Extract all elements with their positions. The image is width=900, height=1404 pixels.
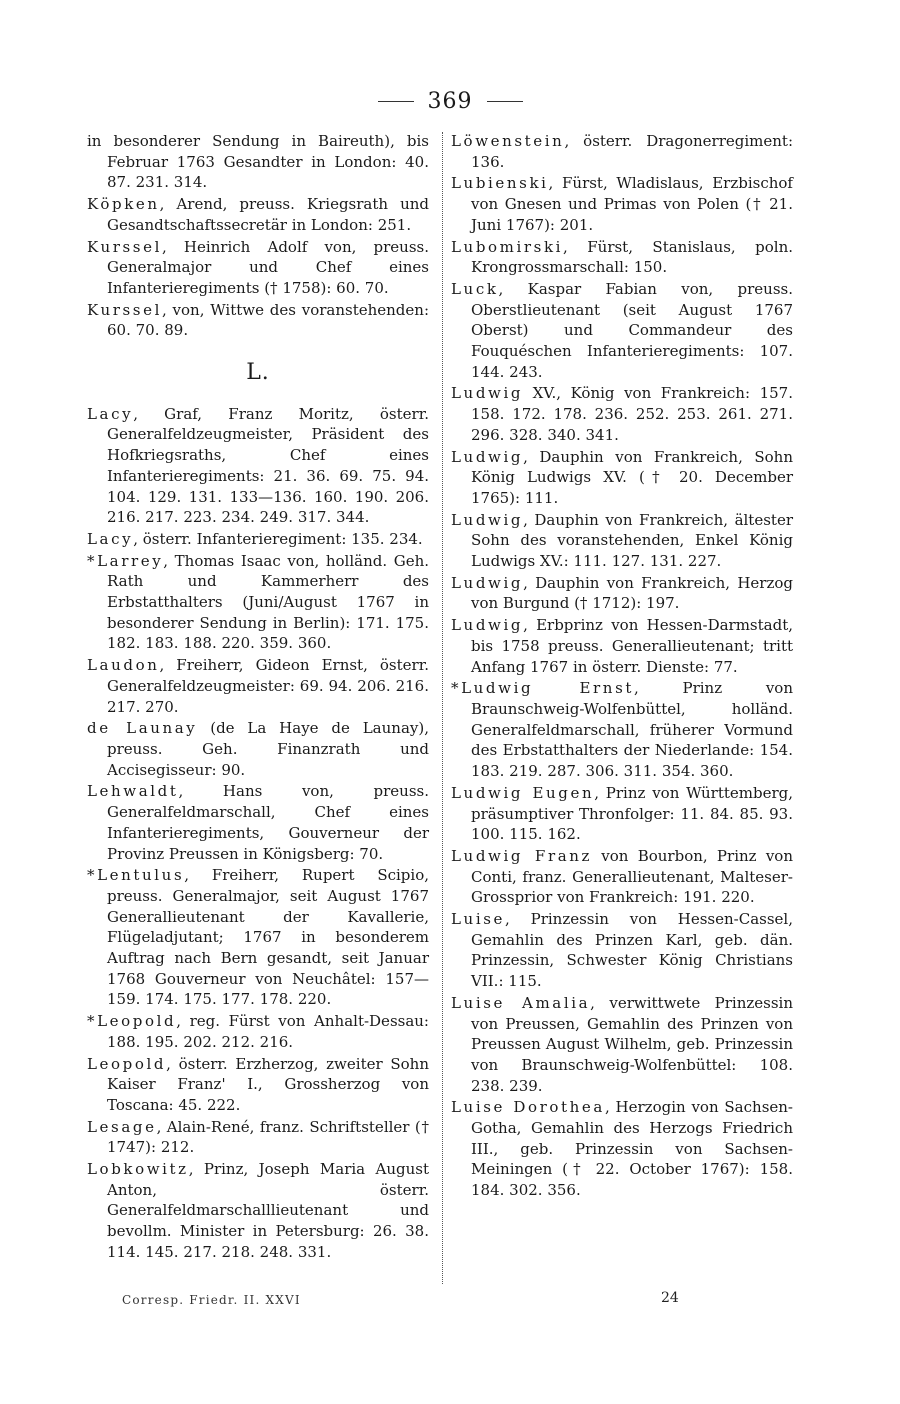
index-entry	[451, 573, 793, 614]
entry-text: , Kaspar Fabian von, preuss. Oberstlieutenant (seit August 1767 Oberst) und Commandeur des Fouquéschen Infanterieregiments: 107. 144. 243.	[471, 279, 793, 381]
page-header	[0, 86, 900, 116]
entry-text: , von, Wittwe des voranstehenden: 60. 70. 89.	[107, 300, 429, 340]
entry-name: Löwenstein	[451, 132, 565, 150]
index-entry	[87, 551, 429, 655]
left-entries-k	[87, 131, 429, 341]
footer-sheet-number: 24	[661, 1290, 679, 1306]
index-entry	[87, 237, 429, 299]
entry-name: Lacy	[87, 529, 134, 548]
entry-name: Lesage	[87, 1117, 157, 1136]
entry-name: Luck	[451, 279, 499, 298]
index-entry	[87, 865, 429, 1010]
entry-name: Kurssel	[87, 237, 162, 256]
entry-text: , reg. Fürst von Anhalt-Dessau: 188. 195. 202. 212. 216.	[107, 1012, 429, 1051]
index-entry	[451, 846, 793, 908]
entry-name: *Leopold	[87, 1012, 177, 1031]
entry-text: , Fürst, Stanislaus, poln. Krongrossmarschall: 150.	[471, 237, 793, 277]
entry-name: *Larrey	[87, 551, 164, 570]
index-entry	[451, 678, 793, 782]
entry-text: , Erbprinz von Hessen-Darmstadt, bis 1758 preuss. Generallieutenant; tritt Anfang 1767 in österr. Dienste: 77.	[471, 616, 793, 676]
entry-text: , österr. Erzherzog, zweiter Sohn Kaiser Franz' I., Grossherzog von Toscana: 45. 222.	[107, 1054, 429, 1114]
entry-name: Ludwig	[451, 573, 524, 592]
entry-text: , Dauphin von Frankreich, Sohn König Ludwigs XV. († 20. December 1765): 111.	[471, 447, 793, 507]
entry-text: , Alain-René, franz. Schriftsteller († 1747): 212.	[107, 1117, 429, 1157]
left-column	[87, 131, 429, 1264]
column-divider	[442, 132, 443, 1284]
entry-text: , Heinrich Adolf von, preuss. Generalmajor und Chef eines Infanterieregiments († 1758): 60. 70.	[107, 237, 429, 297]
entry-text: , österr. Dragonerregiment: 136.	[471, 132, 793, 171]
index-entry	[87, 1117, 429, 1158]
index-entry	[451, 993, 793, 1097]
entry-name: Ludwig	[451, 510, 524, 529]
index-entry	[451, 447, 793, 509]
entry-name: Lubomirski	[451, 237, 564, 256]
page-number: 369	[427, 88, 473, 114]
index-entry	[87, 1054, 429, 1116]
index-entry	[451, 237, 793, 278]
entry-name: Ludwig Franz	[451, 846, 593, 865]
header-rule-right	[487, 101, 523, 102]
entry-text: , Dauphin von Frankreich, Herzog von Burgund († 1712): 197.	[471, 573, 793, 613]
entry-text: , österr. Infanterieregiment: 135. 234.	[133, 529, 423, 548]
entry-text: , Hans von, preuss. Generalfeldmarschall, Chef eines Infanterieregiments, Gouverneur der Provinz Preussen in Königsberg: 70.	[107, 782, 429, 863]
right-column	[451, 131, 793, 1202]
entry-text: , Fürst, Wladislaus, Erzbischof von Gnesen und Primas von Polen († 21. Juni 1767): 201.	[471, 174, 793, 234]
entry-name: Luise	[451, 910, 505, 929]
entry-text: , verwittwete Prinzessin von Preussen, Gemahlin des Prinzen von Preussen August Wilhelm, geb. Prinzessin von Braunschweig-Wolfenbüttel: 108. 238. 239.	[471, 993, 793, 1095]
index-entry	[87, 404, 429, 528]
entry-text: , Prinz von Württemberg, präsumptiver Thronfolger: 11. 84. 85. 93. 100. 115. 162.	[471, 783, 793, 844]
entry-name: de Launay	[87, 719, 198, 738]
entry-name: Luise Amalia	[451, 993, 591, 1012]
entry-name: Lubienski	[451, 174, 549, 193]
entry-text: , Prinz, Joseph Maria August Anton, österr. Generalfeldmarschalllieutenant und bevollm. Minister in Petersburg: 26. 38. 114. 145. 217. 218. 248. 331.	[107, 1160, 429, 1261]
index-entry	[87, 300, 429, 341]
index-entry	[451, 615, 793, 677]
entry-text: , Herzogin von Sachsen-Gotha, Gemahlin des Herzogs Friedrich III., geb. Prinzessin von Sachsen-Meiningen († 22. October 1767): 158. 184. 302. 356.	[471, 1098, 793, 1200]
entry-text: , Dauphin von Frankreich, ältester Sohn des voranstehenden, Enkel König Ludwigs XV.: 111. 127. 131. 227.	[471, 510, 793, 571]
entry-name: Lobkowitz	[87, 1160, 189, 1179]
entry-text: von Bourbon, Prinz von Conti, franz. Generallieutenant, Malteser-Grossprior von Frankreich: 191. 220.	[471, 846, 793, 907]
index-entry	[451, 1097, 793, 1201]
entry-name: Kurssel	[87, 300, 162, 319]
entry-text: (de La Haye de Launay), preuss. Geh. Finanzrath und Accisegisseur: 90.	[107, 719, 429, 779]
index-entry	[87, 1011, 429, 1052]
right-entries	[451, 131, 793, 1201]
index-entry	[87, 1159, 429, 1263]
entry-name: Ludwig	[451, 447, 524, 466]
left-entries-l	[87, 404, 429, 1263]
entry-text: in besonderer Sendung in Baireuth), bis Februar 1763 Gesandter in London: 40. 87. 231. 314.	[87, 132, 429, 192]
entry-text: , Arend, preuss. Kriegsrath und Gesandtschaftssecretär in London: 251.	[107, 195, 429, 234]
index-entry	[451, 383, 793, 445]
entry-name: Lehwaldt	[87, 782, 179, 801]
index-entry	[87, 131, 429, 193]
entry-text: XV., König von Frankreich: 157. 158. 172. 178. 236. 252. 253. 261. 271. 296. 328. 340. 341.	[471, 384, 793, 444]
index-entry	[87, 781, 429, 864]
footer-signature: Corresp. Friedr. II. XXVI	[122, 1293, 301, 1307]
index-entry	[451, 510, 793, 572]
entry-text: , Graf, Franz Moritz, österr. Generalfeldzeugmeister, Präsident des Hofkriegsraths, Chef eines Infanterieregiments: 21. 36. 69. 75. 94. 104. 129. 131. 133—136. 160. 190. 206. 216. 217. 223. 234. 249. 317. 344.	[107, 404, 429, 527]
index-entry	[451, 131, 793, 172]
entry-name: Ludwig Eugen	[451, 783, 595, 802]
entry-text: , Freiherr, Gideon Ernst, österr. Generalfeldzeugmeister: 69. 94. 206. 216. 217. 270.	[107, 656, 429, 716]
entry-name: Ludwig	[451, 616, 524, 635]
index-entry	[87, 529, 429, 550]
entry-name: Ludwig	[451, 384, 524, 403]
index-entry	[451, 783, 793, 845]
entry-text: , Prinzessin von Hessen-Cassel, Gemahlin des Prinzen Karl, geb. dän. Prinzessin, Schwester König Christians VII.: 115.	[471, 910, 793, 991]
entry-text: , Thomas Isaac von, holländ. Geh. Rath und Kammerherr des Erbstatthalters (Juni/August 1767 in besonderer Sendung in Berlin): 171. 175. 182. 183. 188. 220. 359. 360.	[107, 551, 429, 653]
index-entry	[451, 279, 793, 383]
index-entry	[451, 909, 793, 992]
entry-text: , Prinz von Braunschweig-Wolfenbüttel, holländ. Generalfeldmarschall, früherer Vormund des Erbstatthalters der Niederlande: 154. 183. 219. 287. 306. 311. 354. 360.	[471, 679, 793, 781]
header-rule-left	[378, 101, 414, 102]
index-entry	[87, 718, 429, 780]
index-entry	[87, 655, 429, 717]
index-entry	[87, 194, 429, 235]
entry-name: Leopold	[87, 1054, 167, 1073]
entry-name: *Ludwig Ernst	[451, 679, 634, 698]
entry-name: Luise Dorothea	[451, 1098, 605, 1117]
entry-name: Laudon	[87, 656, 160, 675]
section-letter: L.	[246, 360, 270, 386]
index-entry	[451, 173, 793, 235]
entry-name: Lacy	[87, 404, 134, 423]
entry-name: *Lentulus	[87, 866, 185, 885]
entry-text: , Freiherr, Rupert Scipio, preuss. Generalmajor, seit August 1767 Generallieutenant der Kavallerie, Flügeladjutant; 1767 in besonderem Auftrag nach Bern gesandt, seit Januar 1768 Gouverneur von Neuchâtel: 157—159. 174. 175. 177. 178. 220.	[107, 866, 429, 1009]
entry-name: Köpken	[87, 195, 160, 214]
